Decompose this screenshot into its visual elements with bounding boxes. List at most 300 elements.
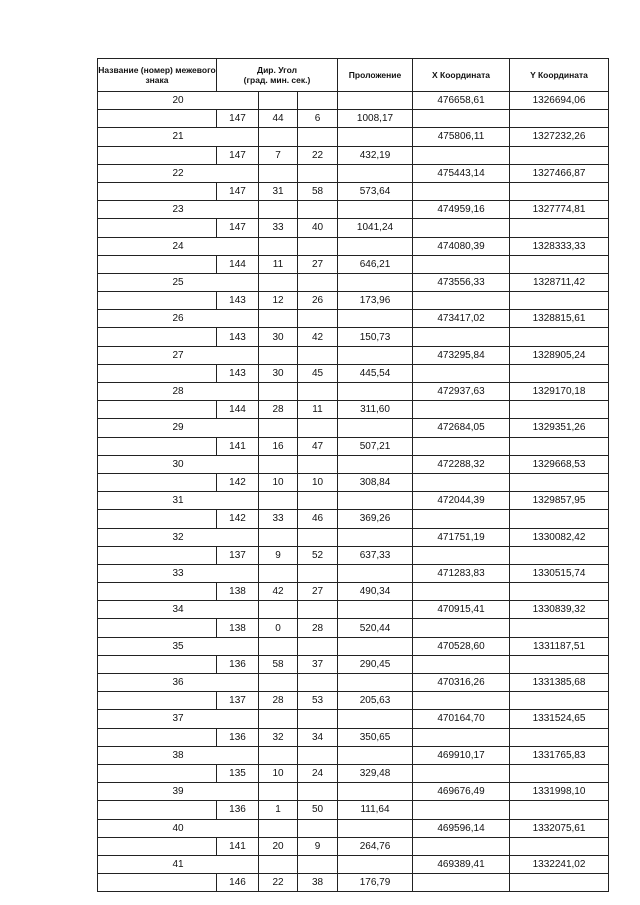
empty-cell — [510, 401, 609, 419]
empty-cell — [98, 110, 217, 128]
empty-cell — [510, 764, 609, 782]
empty-cell — [413, 692, 510, 710]
empty-cell — [338, 128, 413, 146]
angle-degrees: 142 — [217, 473, 259, 491]
empty-cell — [413, 801, 510, 819]
empty-cell — [298, 746, 338, 764]
empty-cell — [510, 219, 609, 237]
mark-name: 35 — [98, 637, 259, 655]
angle-degrees: 147 — [217, 146, 259, 164]
distance: 507,21 — [338, 437, 413, 455]
empty-cell — [259, 855, 298, 873]
angle-degrees: 147 — [217, 110, 259, 128]
x-coordinate: 470164,70 — [413, 710, 510, 728]
empty-cell — [298, 128, 338, 146]
angle-minutes: 33 — [259, 510, 298, 528]
empty-cell — [338, 237, 413, 255]
mark-name: 41 — [98, 855, 259, 873]
segment-row — [98, 874, 609, 892]
empty-cell — [98, 255, 217, 273]
empty-cell — [413, 146, 510, 164]
empty-cell — [510, 837, 609, 855]
segment-row — [98, 473, 609, 491]
mark-name: 26 — [98, 310, 259, 328]
empty-cell — [413, 619, 510, 637]
x-coordinate: 475806,11 — [413, 128, 510, 146]
point-row — [98, 637, 609, 655]
distance: 264,76 — [338, 837, 413, 855]
y-coordinate: 1329857,95 — [510, 492, 609, 510]
x-coordinate: 470316,26 — [413, 674, 510, 692]
angle-seconds: 10 — [298, 473, 338, 491]
empty-cell — [510, 692, 609, 710]
mark-name: 29 — [98, 419, 259, 437]
segment-row — [98, 583, 609, 601]
angle-degrees: 141 — [217, 437, 259, 455]
mark-name: 23 — [98, 201, 259, 219]
empty-cell — [298, 237, 338, 255]
point-row — [98, 92, 609, 110]
empty-cell — [510, 437, 609, 455]
x-coordinate: 470528,60 — [413, 637, 510, 655]
empty-cell — [510, 255, 609, 273]
empty-cell — [98, 583, 217, 601]
point-row — [98, 201, 609, 219]
y-coordinate: 1327466,87 — [510, 164, 609, 182]
empty-cell — [338, 783, 413, 801]
segment-row — [98, 364, 609, 382]
point-row — [98, 346, 609, 364]
distance: 311,60 — [338, 401, 413, 419]
x-coordinate: 472937,63 — [413, 383, 510, 401]
angle-degrees: 136 — [217, 728, 259, 746]
boundary-marks-table — [97, 58, 609, 892]
empty-cell — [98, 655, 217, 673]
angle-degrees: 147 — [217, 182, 259, 200]
x-coordinate: 469910,17 — [413, 746, 510, 764]
angle-seconds: 42 — [298, 328, 338, 346]
empty-cell — [298, 637, 338, 655]
segment-row — [98, 837, 609, 855]
angle-degrees: 143 — [217, 364, 259, 382]
empty-cell — [259, 637, 298, 655]
empty-cell — [98, 437, 217, 455]
angle-degrees: 143 — [217, 292, 259, 310]
empty-cell — [98, 182, 217, 200]
x-coordinate: 469596,14 — [413, 819, 510, 837]
empty-cell — [259, 346, 298, 364]
segment-row — [98, 182, 609, 200]
empty-cell — [98, 874, 217, 892]
empty-cell — [259, 273, 298, 291]
empty-cell — [259, 128, 298, 146]
angle-degrees: 144 — [217, 401, 259, 419]
empty-cell — [298, 783, 338, 801]
angle-minutes: 11 — [259, 255, 298, 273]
header-y: Y Координата — [510, 59, 609, 92]
empty-cell — [298, 273, 338, 291]
empty-cell — [298, 528, 338, 546]
x-coordinate: 475443,14 — [413, 164, 510, 182]
angle-minutes: 22 — [259, 874, 298, 892]
empty-cell — [510, 364, 609, 382]
segment-row — [98, 801, 609, 819]
angle-degrees: 136 — [217, 801, 259, 819]
mark-name: 40 — [98, 819, 259, 837]
empty-cell — [510, 619, 609, 637]
empty-cell — [413, 728, 510, 746]
distance: 637,33 — [338, 546, 413, 564]
empty-cell — [510, 510, 609, 528]
mark-name: 34 — [98, 601, 259, 619]
angle-minutes: 42 — [259, 583, 298, 601]
empty-cell — [98, 473, 217, 491]
segment-row — [98, 437, 609, 455]
empty-cell — [259, 419, 298, 437]
empty-cell — [259, 455, 298, 473]
angle-minutes: 44 — [259, 110, 298, 128]
distance: 490,34 — [338, 583, 413, 601]
empty-cell — [510, 655, 609, 673]
point-row — [98, 164, 609, 182]
empty-cell — [298, 674, 338, 692]
point-row — [98, 492, 609, 510]
y-coordinate: 1331998,10 — [510, 783, 609, 801]
empty-cell — [98, 292, 217, 310]
y-coordinate: 1330839,32 — [510, 601, 609, 619]
angle-minutes: 28 — [259, 692, 298, 710]
empty-cell — [259, 164, 298, 182]
empty-cell — [338, 310, 413, 328]
point-row — [98, 419, 609, 437]
empty-cell — [98, 837, 217, 855]
empty-cell — [338, 455, 413, 473]
empty-cell — [338, 528, 413, 546]
mark-name: 28 — [98, 383, 259, 401]
empty-cell — [259, 783, 298, 801]
y-coordinate: 1328711,42 — [510, 273, 609, 291]
point-row — [98, 674, 609, 692]
y-coordinate: 1327774,81 — [510, 201, 609, 219]
empty-cell — [98, 619, 217, 637]
angle-degrees: 144 — [217, 255, 259, 273]
x-coordinate: 471751,19 — [413, 528, 510, 546]
y-coordinate: 1331524,65 — [510, 710, 609, 728]
empty-cell — [338, 346, 413, 364]
empty-cell — [413, 292, 510, 310]
angle-degrees: 142 — [217, 510, 259, 528]
mark-name: 27 — [98, 346, 259, 364]
angle-degrees: 141 — [217, 837, 259, 855]
angle-minutes: 10 — [259, 473, 298, 491]
point-row — [98, 783, 609, 801]
empty-cell — [413, 655, 510, 673]
angle-minutes: 0 — [259, 619, 298, 637]
angle-minutes: 7 — [259, 146, 298, 164]
y-coordinate: 1331187,51 — [510, 637, 609, 655]
angle-minutes: 30 — [259, 328, 298, 346]
segment-row — [98, 764, 609, 782]
empty-cell — [298, 310, 338, 328]
y-coordinate: 1330082,42 — [510, 528, 609, 546]
angle-seconds: 27 — [298, 255, 338, 273]
mark-name: 31 — [98, 492, 259, 510]
empty-cell — [338, 164, 413, 182]
angle-degrees: 143 — [217, 328, 259, 346]
empty-cell — [259, 310, 298, 328]
angle-minutes: 10 — [259, 764, 298, 782]
empty-cell — [510, 728, 609, 746]
distance: 432,19 — [338, 146, 413, 164]
empty-cell — [298, 819, 338, 837]
empty-cell — [298, 164, 338, 182]
angle-seconds: 50 — [298, 801, 338, 819]
mark-name: 39 — [98, 783, 259, 801]
empty-cell — [298, 92, 338, 110]
point-row — [98, 383, 609, 401]
empty-cell — [510, 328, 609, 346]
mark-name: 33 — [98, 564, 259, 582]
y-coordinate: 1331385,68 — [510, 674, 609, 692]
angle-seconds: 28 — [298, 619, 338, 637]
angle-minutes: 9 — [259, 546, 298, 564]
point-row — [98, 855, 609, 873]
angle-minutes: 1 — [259, 801, 298, 819]
distance: 173,96 — [338, 292, 413, 310]
table-body — [98, 92, 609, 892]
angle-degrees: 135 — [217, 764, 259, 782]
header-angle-units: (град. мин. сек.) — [243, 75, 311, 85]
empty-cell — [259, 746, 298, 764]
mark-name: 36 — [98, 674, 259, 692]
point-row — [98, 128, 609, 146]
mark-name: 30 — [98, 455, 259, 473]
header-angle — [217, 59, 338, 92]
angle-degrees: 146 — [217, 874, 259, 892]
point-row — [98, 710, 609, 728]
empty-cell — [98, 510, 217, 528]
y-coordinate: 1331765,83 — [510, 746, 609, 764]
distance: 520,44 — [338, 619, 413, 637]
mark-name: 20 — [98, 92, 259, 110]
distance: 150,73 — [338, 328, 413, 346]
empty-cell — [298, 346, 338, 364]
angle-minutes: 16 — [259, 437, 298, 455]
angle-seconds: 38 — [298, 874, 338, 892]
angle-seconds: 9 — [298, 837, 338, 855]
mark-name: 25 — [98, 273, 259, 291]
angle-degrees: 137 — [217, 692, 259, 710]
angle-seconds: 58 — [298, 182, 338, 200]
point-row — [98, 273, 609, 291]
mark-name: 38 — [98, 746, 259, 764]
empty-cell — [413, 182, 510, 200]
x-coordinate: 474080,39 — [413, 237, 510, 255]
distance: 176,79 — [338, 874, 413, 892]
empty-cell — [510, 182, 609, 200]
empty-cell — [298, 855, 338, 873]
empty-cell — [413, 364, 510, 382]
empty-cell — [98, 728, 217, 746]
mark-name: 21 — [98, 128, 259, 146]
empty-cell — [298, 564, 338, 582]
angle-degrees: 136 — [217, 655, 259, 673]
empty-cell — [338, 637, 413, 655]
empty-cell — [510, 473, 609, 491]
distance: 308,84 — [338, 473, 413, 491]
y-coordinate: 1329668,53 — [510, 455, 609, 473]
empty-cell — [510, 874, 609, 892]
segment-row — [98, 728, 609, 746]
empty-cell — [338, 201, 413, 219]
point-row — [98, 455, 609, 473]
segment-row — [98, 110, 609, 128]
y-coordinate: 1328333,33 — [510, 237, 609, 255]
segment-row — [98, 510, 609, 528]
point-row — [98, 819, 609, 837]
empty-cell — [413, 837, 510, 855]
y-coordinate: 1332241,02 — [510, 855, 609, 873]
empty-cell — [298, 383, 338, 401]
angle-seconds: 6 — [298, 110, 338, 128]
distance: 1041,24 — [338, 219, 413, 237]
empty-cell — [259, 674, 298, 692]
empty-cell — [259, 710, 298, 728]
y-coordinate: 1332075,61 — [510, 819, 609, 837]
angle-seconds: 24 — [298, 764, 338, 782]
empty-cell — [298, 201, 338, 219]
angle-seconds: 11 — [298, 401, 338, 419]
empty-cell — [338, 92, 413, 110]
empty-cell — [413, 255, 510, 273]
segment-row — [98, 146, 609, 164]
point-row — [98, 564, 609, 582]
empty-cell — [298, 710, 338, 728]
segment-row — [98, 328, 609, 346]
angle-minutes: 58 — [259, 655, 298, 673]
distance: 290,45 — [338, 655, 413, 673]
segment-row — [98, 655, 609, 673]
empty-cell — [413, 401, 510, 419]
empty-cell — [413, 874, 510, 892]
header-x: X Координата — [413, 59, 510, 92]
empty-cell — [98, 546, 217, 564]
empty-cell — [338, 746, 413, 764]
angle-seconds: 37 — [298, 655, 338, 673]
empty-cell — [98, 764, 217, 782]
y-coordinate: 1329351,26 — [510, 419, 609, 437]
empty-cell — [510, 583, 609, 601]
segment-row — [98, 292, 609, 310]
empty-cell — [413, 583, 510, 601]
angle-minutes: 33 — [259, 219, 298, 237]
empty-cell — [298, 492, 338, 510]
empty-cell — [413, 110, 510, 128]
empty-cell — [259, 201, 298, 219]
empty-cell — [298, 455, 338, 473]
empty-cell — [510, 292, 609, 310]
empty-cell — [98, 364, 217, 382]
y-coordinate: 1326694,06 — [510, 92, 609, 110]
empty-cell — [338, 564, 413, 582]
distance: 573,64 — [338, 182, 413, 200]
mark-name: 32 — [98, 528, 259, 546]
x-coordinate: 471283,83 — [413, 564, 510, 582]
empty-cell — [259, 92, 298, 110]
angle-minutes: 28 — [259, 401, 298, 419]
empty-cell — [338, 855, 413, 873]
angle-degrees: 137 — [217, 546, 259, 564]
point-row — [98, 746, 609, 764]
y-coordinate: 1330515,74 — [510, 564, 609, 582]
empty-cell — [413, 437, 510, 455]
empty-cell — [259, 528, 298, 546]
x-coordinate: 476658,61 — [413, 92, 510, 110]
y-coordinate: 1329170,18 — [510, 383, 609, 401]
x-coordinate: 469389,41 — [413, 855, 510, 873]
empty-cell — [98, 401, 217, 419]
distance: 369,26 — [338, 510, 413, 528]
angle-degrees: 138 — [217, 619, 259, 637]
x-coordinate: 470915,41 — [413, 601, 510, 619]
segment-row — [98, 219, 609, 237]
empty-cell — [510, 146, 609, 164]
angle-seconds: 53 — [298, 692, 338, 710]
x-coordinate: 474959,16 — [413, 201, 510, 219]
empty-cell — [413, 764, 510, 782]
angle-minutes: 12 — [259, 292, 298, 310]
empty-cell — [98, 801, 217, 819]
x-coordinate: 472684,05 — [413, 419, 510, 437]
angle-seconds: 34 — [298, 728, 338, 746]
empty-cell — [298, 419, 338, 437]
angle-seconds: 40 — [298, 219, 338, 237]
header-name: Название (номер) межевого знака — [98, 59, 217, 92]
point-row — [98, 601, 609, 619]
empty-cell — [413, 546, 510, 564]
x-coordinate: 473295,84 — [413, 346, 510, 364]
empty-cell — [338, 819, 413, 837]
header-distance: Проложение — [338, 59, 413, 92]
empty-cell — [413, 328, 510, 346]
x-coordinate: 473556,33 — [413, 273, 510, 291]
segment-row — [98, 619, 609, 637]
empty-cell — [298, 601, 338, 619]
angle-seconds: 52 — [298, 546, 338, 564]
angle-seconds: 45 — [298, 364, 338, 382]
empty-cell — [338, 419, 413, 437]
mark-name: 24 — [98, 237, 259, 255]
mark-name: 37 — [98, 710, 259, 728]
angle-degrees: 147 — [217, 219, 259, 237]
segment-row — [98, 692, 609, 710]
empty-cell — [338, 710, 413, 728]
table-header-row — [98, 59, 609, 92]
header-angle-title: Дир. Угол — [257, 65, 297, 75]
empty-cell — [98, 219, 217, 237]
empty-cell — [259, 383, 298, 401]
angle-minutes: 30 — [259, 364, 298, 382]
y-coordinate: 1328905,24 — [510, 346, 609, 364]
angle-minutes: 20 — [259, 837, 298, 855]
distance: 329,48 — [338, 764, 413, 782]
x-coordinate: 472044,39 — [413, 492, 510, 510]
distance: 646,21 — [338, 255, 413, 273]
empty-cell — [259, 601, 298, 619]
segment-row — [98, 546, 609, 564]
point-row — [98, 237, 609, 255]
segment-row — [98, 401, 609, 419]
